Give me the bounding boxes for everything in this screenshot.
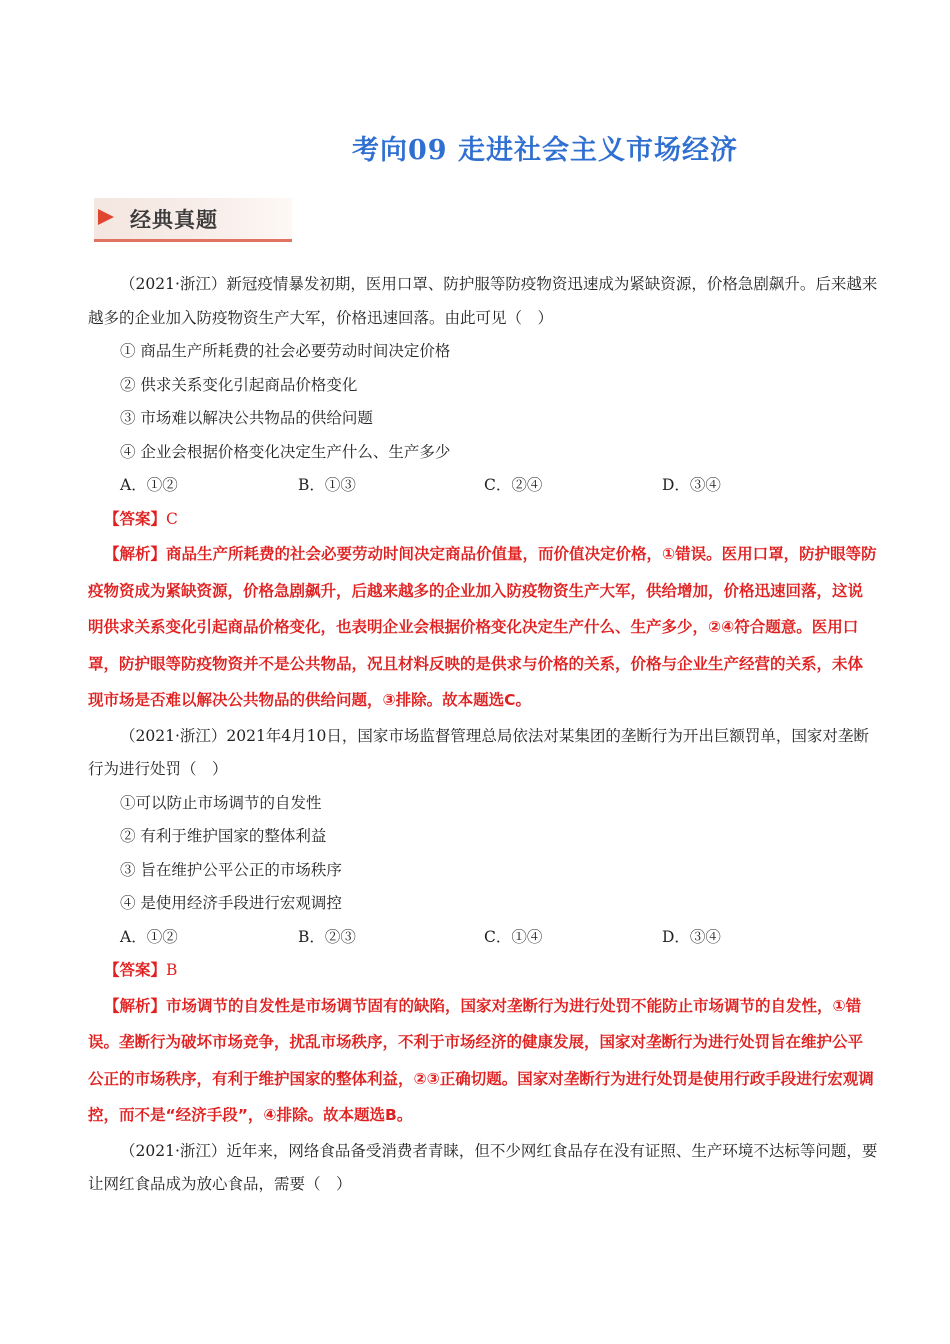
statement-option: ④ 是使用经济手段进行宏观调控 (120, 894, 342, 912)
section-label: 经典真题 (130, 208, 218, 232)
statement-option: ② 有利于维护国家的整体利益 (120, 827, 327, 845)
choice-row (88, 469, 878, 503)
statement-option: ③ 市场难以解决公共物品的供给问题 (120, 409, 373, 427)
answer-tag: 【答案】 (104, 509, 167, 528)
question-3 (88, 1135, 878, 1202)
choice-a: A．①② (120, 476, 178, 494)
question-stem: （2021·浙江）新冠疫情暴发初期，医用口罩、防护服等防疫物资迅速成为紧缺资源，价格急剧飙升。后来越来越多的企业加入防疫物资生产大军，价格迅速回落。由此可见（ ） (88, 275, 878, 327)
choice-d: D．③④ (662, 927, 721, 946)
question-stem: （2021·浙江）2021年4月10日，国家市场监督管理总局依法对某集团的垄断行为开出巨额罚单，国家对垄断行为进行处罚（ ） (88, 726, 869, 778)
question-stem: （2021·浙江）近年来，网络食品备受消费者青睐，但不少网红食品存在没有证照、生产环境不达标等问题，要让网红食品成为放心食品，需要（ ） (88, 1141, 878, 1193)
choice-b: B．②③ (298, 927, 356, 946)
statement-option: ② 供求关系变化引起商品价格变化 (120, 375, 358, 394)
page-title: 考向09 走进社会主义市场经济 (352, 135, 738, 166)
choice-row (88, 921, 878, 955)
question-list (88, 268, 878, 1202)
analysis-text (88, 536, 878, 719)
answer-line (88, 503, 878, 537)
answer-value: B (166, 961, 178, 979)
choice-c: C．①④ (484, 927, 543, 946)
answer-line (88, 954, 878, 988)
choice-b: B．①③ (298, 476, 356, 494)
analysis-body: 商品生产所耗费的社会必要劳动时间决定商品价值量，而价值决定价格，①错误。医用口罩，防护眼等防疫物资成为紧缺资源，价格急剧飙升，后越来越多的企业加入防疫物资生产大军，供给增加，价格迅速回落，这说明供求关系变化引起商品价格变化，也表明企业会根据价格变化决定生产什么、生产多少，②④符合题意。医用口罩，防护眼等防疫物资并不是公共物品，况且材料反映的是供求与价格的关系，价格与企业生产经营的关系，未体现市场是否难以解决公共物品的供给问题，③排除。故本题选C。 (88, 545, 877, 709)
answer-value: C (166, 509, 178, 528)
statement-option: ③ 旨在维护公平公正的市场秩序 (120, 860, 342, 879)
question-2 (88, 720, 878, 1134)
statement-option: ④ 企业会根据价格变化决定生产什么、生产多少 (120, 442, 451, 461)
analysis-tag: 【解析】 (104, 996, 167, 1015)
analysis-body: 市场调节的自发性是市场调节固有的缺陷，国家对垄断行为进行处罚不能防止市场调节的自发性，①错误。垄断行为破坏市场竞争，扰乱市场秩序，不利于市场经济的健康发展，国家对垄断行为进行处罚旨在维护公平公正的市场秩序，有利于维护国家的整体利益，②③正确切题。国家对垄断行为进行处罚是使用行政手段进行宏观调控，而不是“经济手段”，④排除。故本题选B。 (88, 996, 874, 1124)
question-1 (88, 268, 878, 719)
section-banner (94, 198, 292, 242)
section-underline (94, 239, 292, 242)
statement-option: ①可以防止市场调节的自发性 (120, 793, 322, 812)
choice-c: C．②④ (484, 476, 543, 494)
analysis-tag: 【解析】 (104, 545, 167, 563)
statement-option: ① 商品生产所耗费的社会必要劳动时间决定价格 (120, 342, 451, 360)
analysis-text (88, 988, 878, 1134)
choice-d: D．③④ (662, 476, 721, 494)
choice-a: A．①② (120, 927, 178, 946)
arrow-icon (98, 209, 114, 225)
answer-tag: 【答案】 (104, 961, 167, 979)
